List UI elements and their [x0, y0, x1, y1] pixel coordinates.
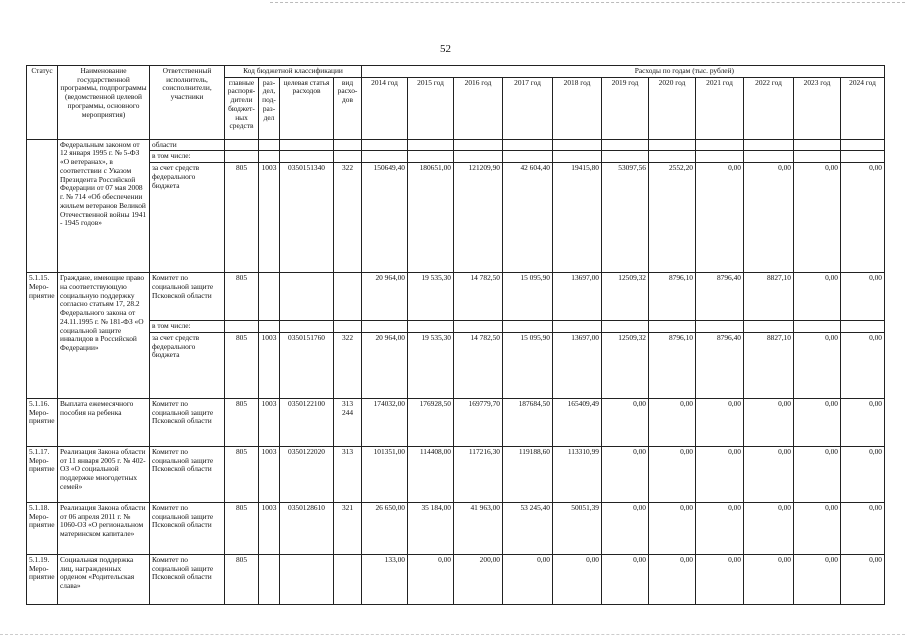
row-value-2017: 0,00: [503, 554, 553, 604]
header-name: Наименование государственной программы, подпрограммы (ведомственной целевой программы, основного мероприятия): [58, 66, 150, 140]
row-value-2016: 121209,90: [454, 163, 503, 273]
row-value-2024: 0,00: [841, 163, 885, 273]
row-value-2022: 8827,10: [744, 273, 794, 321]
row-expense-type-code: [334, 139, 362, 151]
row-value-2023: 0,00: [794, 446, 841, 502]
header-year-2018: 2018 год: [553, 77, 602, 139]
row-value-2018: 113310,99: [553, 446, 602, 502]
row-expense-type-code: 313 244: [334, 398, 362, 446]
row-responsible: Комитет по социальной защите Псковской области: [150, 554, 225, 604]
row-value-2018: 50051,39: [553, 502, 602, 554]
row-target-item-code: 0350128610: [280, 502, 334, 554]
header-target-item: целевая статья расходов: [280, 77, 334, 139]
row-value-2024: 0,00: [841, 446, 885, 502]
row-section-code: 1003: [259, 163, 280, 273]
table-row: [27, 446, 885, 502]
row-responsible: за счет средств федерального бюджета: [150, 332, 225, 398]
row-value-2024: 0,00: [841, 502, 885, 554]
row-value-2017: 42 604,40: [503, 163, 553, 273]
row-value-2015: [408, 151, 454, 163]
header-year-2016: 2016 год: [454, 77, 503, 139]
row-value-2016: 41 963,00: [454, 502, 503, 554]
row-target-item-code: [280, 321, 334, 333]
row-value-2016: [454, 151, 503, 163]
row-responsible: Комитет по социальной защите Псковской области: [150, 273, 225, 321]
row-value-2016: [454, 139, 503, 151]
table-row: [27, 554, 885, 604]
row-value-2014: 20 964,00: [362, 332, 408, 398]
row-value-2018: 13697,00: [553, 332, 602, 398]
row-value-2019: [602, 151, 649, 163]
row-target-item-code: 0350122100: [280, 398, 334, 446]
row-value-2022: 0,00: [744, 446, 794, 502]
row-target-item-code: 0350151760: [280, 332, 334, 398]
row-responsible: Комитет по социальной защите Псковской области: [150, 446, 225, 502]
header-expense-type: вид расхо-дов: [334, 77, 362, 139]
row-value-2018: 165409,49: [553, 398, 602, 446]
row-value-2014: 133,00: [362, 554, 408, 604]
row-value-2014: 26 650,00: [362, 502, 408, 554]
row-value-2020: 8796,10: [649, 332, 696, 398]
bottom-scan-line: [0, 634, 905, 635]
header-year-2014: 2014 год: [362, 77, 408, 139]
row-value-2024: [841, 151, 885, 163]
row-value-2020: 0,00: [649, 502, 696, 554]
row-name: Реализация Закона области от 06 апреля 2011 г. № 1060-ОЗ «О региональном материнском капитале»: [58, 502, 150, 554]
row-responsible: Комитет по социальной защите Псковской области: [150, 502, 225, 554]
header-year-2017: 2017 год: [503, 77, 553, 139]
row-value-2015: 180651,00: [408, 163, 454, 273]
row-value-2024: [841, 321, 885, 333]
row-value-2017: [503, 321, 553, 333]
row-section-code: [259, 554, 280, 604]
row-value-2021: 0,00: [696, 163, 744, 273]
row-value-2023: [794, 321, 841, 333]
row-value-2022: 8827,10: [744, 332, 794, 398]
row-value-2015: 114408,00: [408, 446, 454, 502]
row-responsible: в том числе:: [150, 321, 225, 333]
row-section-code: [259, 139, 280, 151]
row-value-2021: [696, 139, 744, 151]
row-value-2021: [696, 321, 744, 333]
header-year-2015: 2015 год: [408, 77, 454, 139]
row-value-2024: 0,00: [841, 398, 885, 446]
row-value-2021: 0,00: [696, 446, 744, 502]
row-value-2021: 0,00: [696, 554, 744, 604]
row-value-2022: [744, 151, 794, 163]
row-expense-type-code: 322: [334, 163, 362, 273]
row-value-2015: 19 535,30: [408, 273, 454, 321]
header-year-2022: 2022 год: [744, 77, 794, 139]
row-section-code: [259, 273, 280, 321]
row-value-2022: 0,00: [744, 398, 794, 446]
row-status: 5.1.19. Меро-приятие: [27, 554, 58, 604]
table-row: [27, 163, 885, 273]
row-value-2022: 0,00: [744, 502, 794, 554]
row-value-2015: 19 535,30: [408, 332, 454, 398]
row-status: 5.1.15. Меро-приятие: [27, 273, 58, 399]
header-status: Статус: [27, 66, 58, 140]
row-value-2020: [649, 139, 696, 151]
page-number: 52: [440, 43, 451, 55]
row-value-2021: [696, 151, 744, 163]
row-status: [27, 139, 58, 272]
row-chief-manager-code: [225, 321, 259, 333]
row-value-2015: 176928,50: [408, 398, 454, 446]
row-value-2020: [649, 321, 696, 333]
table-row: [27, 139, 885, 151]
row-value-2020: 0,00: [649, 446, 696, 502]
row-section-code: [259, 321, 280, 333]
row-value-2020: 2552,20: [649, 163, 696, 273]
row-value-2014: 174032,00: [362, 398, 408, 446]
row-expense-type-code: [334, 273, 362, 321]
row-value-2023: 0,00: [794, 273, 841, 321]
row-value-2019: 0,00: [602, 446, 649, 502]
row-value-2014: 101351,00: [362, 446, 408, 502]
row-chief-manager-code: 805: [225, 398, 259, 446]
row-target-item-code: [280, 139, 334, 151]
row-value-2014: 150649,40: [362, 163, 408, 273]
row-value-2017: 119188,60: [503, 446, 553, 502]
row-value-2017: 15 095,90: [503, 273, 553, 321]
row-value-2022: 0,00: [744, 554, 794, 604]
row-value-2019: [602, 321, 649, 333]
row-expense-type-code: [334, 151, 362, 163]
row-value-2019: 0,00: [602, 554, 649, 604]
row-value-2024: 0,00: [841, 332, 885, 398]
row-value-2017: [503, 151, 553, 163]
row-name: Реализация Закона области от 11 января 2005 г. № 402-ОЗ «О социальной поддержке многодетных семей»: [58, 446, 150, 502]
row-chief-manager-code: 805: [225, 273, 259, 321]
row-value-2023: 0,00: [794, 332, 841, 398]
row-responsible: Комитет по социальной защите Псковской области: [150, 398, 225, 446]
row-chief-manager-code: 805: [225, 554, 259, 604]
row-value-2018: [553, 151, 602, 163]
table-body: [27, 139, 885, 604]
row-value-2018: [553, 139, 602, 151]
row-responsible: области: [150, 139, 225, 151]
header-expenses-by-year: Расходы по годам (тыс. рублей): [362, 66, 885, 78]
row-value-2018: 0,00: [553, 554, 602, 604]
row-expense-type-code: 321: [334, 502, 362, 554]
row-section-code: 1003: [259, 446, 280, 502]
row-responsible: в том числе:: [150, 151, 225, 163]
row-value-2015: 35 184,00: [408, 502, 454, 554]
row-chief-manager-code: 805: [225, 502, 259, 554]
header-budget-code: Код бюджетной классификации: [225, 66, 362, 78]
row-value-2019: 12509,32: [602, 332, 649, 398]
row-value-2023: 0,00: [794, 502, 841, 554]
row-value-2023: 0,00: [794, 398, 841, 446]
row-value-2017: 53 245,40: [503, 502, 553, 554]
row-value-2015: 0,00: [408, 554, 454, 604]
row-expense-type-code: 313: [334, 446, 362, 502]
table-row: [27, 151, 885, 163]
row-value-2019: 0,00: [602, 398, 649, 446]
header-responsible: Ответственный исполнитель, соисполнители, участники: [150, 66, 225, 140]
row-value-2019: 0,00: [602, 502, 649, 554]
top-scan-line: [270, 2, 905, 3]
row-status: 5.1.16. Меро-приятие: [27, 398, 58, 446]
row-value-2016: 14 782,50: [454, 332, 503, 398]
row-value-2020: [649, 151, 696, 163]
row-target-item-code: [280, 554, 334, 604]
row-value-2024: 0,00: [841, 273, 885, 321]
header-year-2020: 2020 год: [649, 77, 696, 139]
row-value-2019: 53097,56: [602, 163, 649, 273]
row-value-2021: 8796,40: [696, 332, 744, 398]
row-target-item-code: [280, 151, 334, 163]
row-responsible: за счет средств федерального бюджета: [150, 163, 225, 273]
row-value-2023: 0,00: [794, 554, 841, 604]
row-target-item-code: 0350151340: [280, 163, 334, 273]
row-value-2016: [454, 321, 503, 333]
header-year-2019: 2019 год: [602, 77, 649, 139]
header-year-2021: 2021 год: [696, 77, 744, 139]
row-value-2014: [362, 151, 408, 163]
table-row: [27, 398, 885, 446]
row-value-2022: [744, 139, 794, 151]
table-row: [27, 502, 885, 554]
header-section: раз-дел, под-раз-дел: [259, 77, 280, 139]
row-value-2016: 169779,70: [454, 398, 503, 446]
row-chief-manager-code: 805: [225, 332, 259, 398]
row-name: Выплата ежемесячного пособия на ребенка: [58, 398, 150, 446]
row-value-2015: [408, 321, 454, 333]
table-row: [27, 273, 885, 321]
row-chief-manager-code: 805: [225, 163, 259, 273]
row-section-code: 1003: [259, 502, 280, 554]
row-name: Граждане, имеющие право на соответствующую социальную поддержку согласно статьям 17, 28.2 Федерального закона от 24.11.1995 г. № 181-ФЗ «О социальной защите инвалидов в Российской Федерации»: [58, 273, 150, 399]
row-value-2019: [602, 139, 649, 151]
row-section-code: 1003: [259, 398, 280, 446]
row-name: Социальная поддержка лиц, награжденных орденом «Родительская слава»: [58, 554, 150, 604]
row-status: 5.1.18. Меро-приятие: [27, 502, 58, 554]
row-value-2016: 14 782,50: [454, 273, 503, 321]
row-value-2022: 0,00: [744, 163, 794, 273]
header-year-2023: 2023 год: [794, 77, 841, 139]
header-year-2024: 2024 год: [841, 77, 885, 139]
row-chief-manager-code: [225, 151, 259, 163]
row-value-2014: [362, 321, 408, 333]
row-value-2015: [408, 139, 454, 151]
row-name: Федеральным законом от 12 января 1995 г. № 5-ФЗ «О ветеранах», в соответствии с Указом Президента Российской Федерации от 07 мая 2008 г. № 714 «Об обеспечении жильем ветеранов Великой Отечественной войны 1941 - 1945 годов»: [58, 139, 150, 272]
row-value-2018: 19415,80: [553, 163, 602, 273]
row-section-code: 1003: [259, 332, 280, 398]
row-target-item-code: [280, 273, 334, 321]
row-value-2021: 0,00: [696, 502, 744, 554]
row-chief-manager-code: [225, 139, 259, 151]
row-value-2019: 12509,32: [602, 273, 649, 321]
row-expense-type-code: 322: [334, 332, 362, 398]
row-status: 5.1.17. Меро-приятие: [27, 446, 58, 502]
header-chief-manager: главные распоря-дители бюджет-ных средств: [225, 77, 259, 139]
row-target-item-code: 0350122020: [280, 446, 334, 502]
budget-table: [26, 65, 885, 605]
row-value-2024: 0,00: [841, 554, 885, 604]
row-value-2024: [841, 139, 885, 151]
row-value-2023: [794, 151, 841, 163]
row-value-2014: [362, 139, 408, 151]
table-row: [27, 321, 885, 333]
row-section-code: [259, 151, 280, 163]
row-value-2018: [553, 321, 602, 333]
row-value-2016: 200,00: [454, 554, 503, 604]
row-value-2017: [503, 139, 553, 151]
row-value-2023: 0,00: [794, 163, 841, 273]
row-value-2020: 0,00: [649, 398, 696, 446]
row-value-2021: 0,00: [696, 398, 744, 446]
row-value-2021: 8796,40: [696, 273, 744, 321]
row-value-2018: 13697,00: [553, 273, 602, 321]
row-value-2020: 0,00: [649, 554, 696, 604]
row-chief-manager-code: 805: [225, 446, 259, 502]
table-row: [27, 332, 885, 398]
row-value-2016: 117216,30: [454, 446, 503, 502]
row-value-2020: 8796,10: [649, 273, 696, 321]
table-header: [27, 66, 885, 140]
row-value-2017: 187684,50: [503, 398, 553, 446]
row-value-2014: 20 964,00: [362, 273, 408, 321]
row-value-2017: 15 095,90: [503, 332, 553, 398]
row-expense-type-code: [334, 321, 362, 333]
row-value-2023: [794, 139, 841, 151]
row-value-2022: [744, 321, 794, 333]
row-expense-type-code: [334, 554, 362, 604]
